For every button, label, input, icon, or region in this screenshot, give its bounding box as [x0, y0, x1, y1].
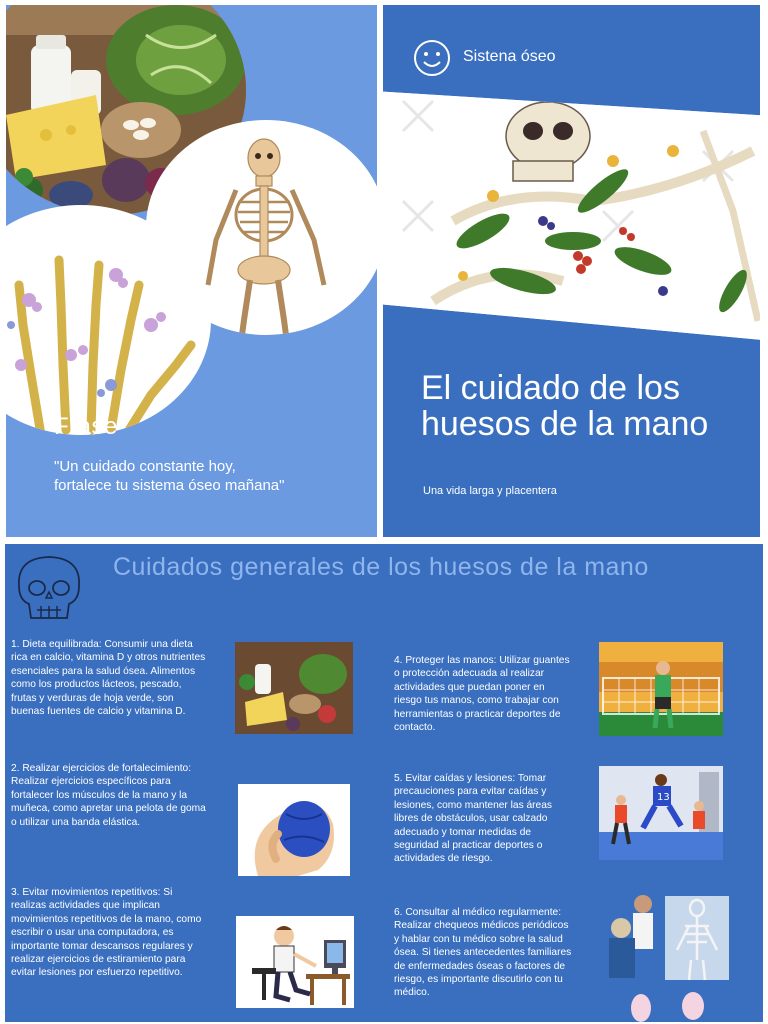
healthy-food-image: [235, 642, 353, 734]
cover-panel: [383, 5, 760, 537]
quote-text: "Un cuidado constante hoy, fortalece tu sistema óseo mañana": [54, 458, 285, 494]
doctor-consultation-image: [605, 890, 729, 986]
care-item-2: 2. Realizar ejercicios de fortalecimiento: Realizar ejercicios específicos para fortalecer los músculos de la mano y la muñeca, como apretar una pelota de goma o utilizar una banda elástica.: [11, 763, 206, 828]
care-item-6: 6. Consultar al médico regularmente: Realizar chequeos médicos periódicos y hablar con tu médico sobre la salud ósea. Si tienes antecedentes familiares de enfermedades óseas o factores de riesgo, es importante discutirlo con tu médico.: [394, 907, 572, 999]
decorative-shapes: [629, 992, 709, 1022]
computer-worker-image: [236, 916, 354, 1008]
care-item-1: 1. Dieta equilibrada: Consumir una dieta rica en calcio, vitamina D y otros nutrientes esenciales para la salud ósea. Alimentos como los productos lácteos, pescado, frutas y verduras de hoja verde, son buenas fuentes de calcio y vitamina D.: [11, 639, 206, 718]
handball-image: [599, 766, 723, 860]
brand-label: Sistena óseo: [463, 48, 556, 65]
guide-title: Cuidados generales de los huesos de la mano: [113, 553, 649, 581]
care-item-3: 3. Evitar movimientos repetitivos: Si realizas actividades que implican movimientos repetitivos de la mano, como escribir o usar una computadora, es importante tomar descansos regulares y realizar ejercicios de estiramiento para evitar lesiones por esfuerzo repetitivo.: [11, 887, 202, 979]
guide-panel: [5, 544, 763, 1022]
quote-panel: [6, 5, 377, 537]
smiley-icon: [413, 39, 451, 77]
care-item-4: 4. Proteger las manos: Utilizar guantes o protección adecuada al realizar actividades que puedan poner en riesgo tus manos, como trabajar con herramientas o practicar deportes de contacto.: [394, 655, 570, 734]
quote-heading: Frase: [54, 413, 118, 440]
stress-ball-image: [238, 784, 350, 876]
cover-subtitle: Una vida larga y placentera: [423, 485, 557, 497]
goalkeeper-image: [599, 642, 723, 736]
svg-text:13: 13: [657, 792, 670, 803]
cover-title: El cuidado de los huesos de la mano: [421, 369, 709, 443]
care-item-5: 5. Evitar caídas y lesiones: Tomar precauciones para evitar caídas y lesiones, como mantener las áreas libres de obstáculos, usar calzado adecuado y tomar medidas de seguridad al practicar deportes o actividades de riesgo.: [394, 773, 552, 865]
floral-skeleton-image: [383, 91, 760, 341]
skull-icon: [7, 552, 89, 626]
